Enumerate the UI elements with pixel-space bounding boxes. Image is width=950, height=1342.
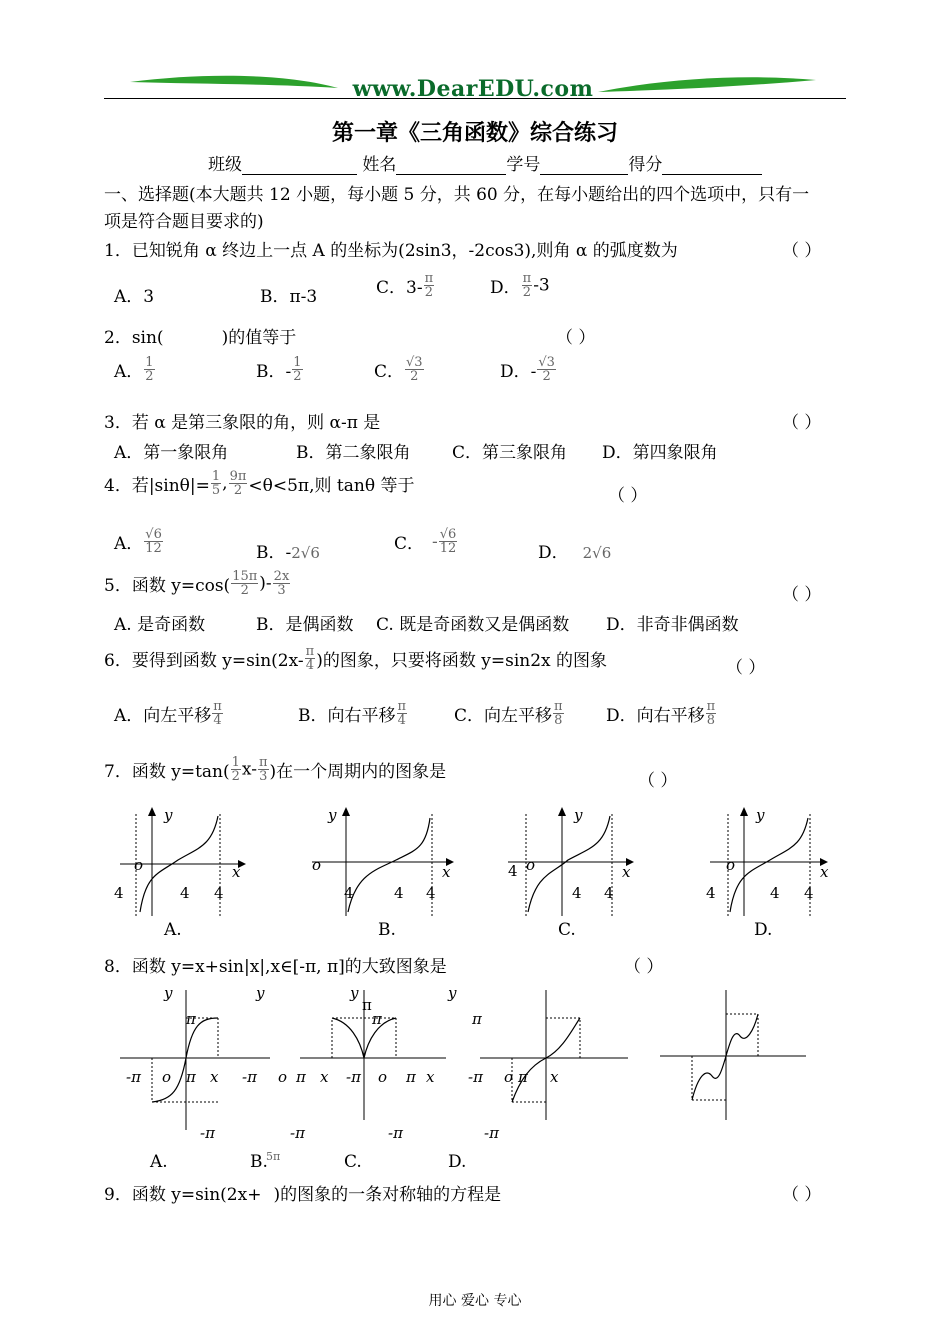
q1-answer-paren[interactable]: （ ） <box>782 241 822 261</box>
q7b-axis-y: y <box>328 806 337 824</box>
q7-answer-paren[interactable]: （ ） <box>638 771 678 791</box>
q3-answer-paren[interactable]: （ ） <box>782 413 822 433</box>
q8-stem: 8．函数 y=x+sin|x|,x∈[-π, π]的大致图象是 <box>104 957 447 977</box>
id-field[interactable] <box>540 158 628 175</box>
q7a-tick3: 4 <box>214 884 224 902</box>
q7a-axis-x: x <box>232 863 241 881</box>
q2-answer-paren[interactable]: （ ） <box>556 328 596 348</box>
q8-label-b: B. <box>250 1152 268 1172</box>
q7-graph-a <box>108 804 248 919</box>
q7-label-b: B. <box>378 920 396 940</box>
q7b-axis-x: x <box>442 863 451 881</box>
q7a-tick1: 4 <box>114 884 124 902</box>
q8-graph-c <box>447 984 628 1142</box>
q9-answer-paren[interactable]: （ ） <box>782 1185 822 1205</box>
svg-text:π: π <box>372 1010 382 1028</box>
q2-option-d: D．- $\frac{√3}{2}$ <box>500 355 555 384</box>
q7-graph-d <box>700 804 840 919</box>
svg-text:o: o <box>378 1068 388 1086</box>
q5-option-a: A. 是奇函数 <box>114 615 206 635</box>
q6-option-b: B．向右平移 $\frac{\pi}{4}$ <box>298 699 407 728</box>
svg-text:-π: -π <box>484 1124 499 1142</box>
svg-text:y: y <box>164 984 173 1002</box>
svg-text:-π: -π <box>126 1068 141 1086</box>
q8-label-a: A. <box>150 1152 168 1172</box>
header-rule <box>104 98 846 99</box>
svg-text:x: x <box>426 1068 435 1086</box>
q6-answer-paren[interactable]: （ ） <box>726 658 766 678</box>
q4-option-b: B．-2√6 <box>256 543 320 563</box>
q7b-tick1: 4 <box>344 884 354 902</box>
q7c-tick1: 4 <box>508 862 518 880</box>
q7-label-c: C. <box>558 920 576 940</box>
q7b-tick2: 4 <box>394 884 404 902</box>
q7c-tick3: 4 <box>604 884 614 902</box>
q7d-tick2: 4 <box>770 884 780 902</box>
svg-text:x: x <box>210 1068 219 1086</box>
svg-text:π: π <box>186 1010 196 1028</box>
q5-option-d: D．非奇非偶函数 <box>606 615 739 635</box>
id-label: 学号 <box>506 155 541 175</box>
q5-answer-paren[interactable]: （ ） <box>782 585 822 605</box>
svg-text:π: π <box>296 1068 306 1086</box>
q7-label-a: A. <box>164 920 182 940</box>
q3-option-d: D．第四象限角 <box>602 443 718 463</box>
q7d-origin: o <box>726 856 736 874</box>
q8-graph-a <box>120 984 270 1142</box>
q7-graph-c <box>504 804 644 919</box>
q7c-axis-x: x <box>622 863 631 881</box>
q3-option-b: B．第二象限角 <box>296 443 411 463</box>
svg-text:-π: -π <box>346 1068 361 1086</box>
q1-option-d: D． $\frac{\pi}{2}$ -3 <box>490 271 550 300</box>
svg-text:o: o <box>278 1068 288 1086</box>
name-field[interactable] <box>396 158 506 175</box>
score-label: 得分 <box>628 155 663 175</box>
q1-option-c: C．3- $\frac{\pi}{2}$ <box>376 271 434 300</box>
score-field[interactable] <box>662 158 762 175</box>
q6-option-c: C．向左平移 $\frac{\pi}{8}$ <box>454 699 563 728</box>
q7b-tick3: 4 <box>426 884 436 902</box>
q4-option-c: C． - $\frac{√6}{12}$ <box>394 527 457 556</box>
svg-text:-π: -π <box>242 1068 257 1086</box>
q2-option-a: A． $\frac{1}{2}$ <box>114 355 154 384</box>
q5-stem: 5．函数 y=cos( $\frac{15\pi}{2}$ )- $\frac{2x}{3}$ <box>104 569 290 598</box>
svg-text:π: π <box>362 996 372 1014</box>
q3-option-a: A．第一象限角 <box>114 443 229 463</box>
q7d-axis-y: y <box>756 806 765 824</box>
q7-graph-b <box>306 804 456 919</box>
q3-option-c: C．第三象限角 <box>452 443 568 463</box>
q8-label-d: D. <box>448 1152 467 1172</box>
q8-answer-paren[interactable]: （ ） <box>624 957 664 977</box>
svg-text:y: y <box>448 984 457 1002</box>
q6-stem: 6．要得到函数 y=sin(2x- $\frac{\pi}{4}$ )的图象，只要将函数 y=sin2x 的图象 <box>104 644 608 673</box>
svg-text:-π: -π <box>290 1124 305 1142</box>
svg-text:-π: -π <box>200 1124 215 1142</box>
q8-b-frac: 5π <box>266 1150 281 1163</box>
q2-option-c: C． $\frac{√3}{2}$ <box>374 355 423 384</box>
q9-stem: 9．函数 y=sin(2x+ )的图象的一条对称轴的方程是 <box>104 1185 502 1205</box>
svg-text:π: π <box>406 1068 416 1086</box>
q7a-origin: o <box>134 856 144 874</box>
q4-stem: 4．若|sinθ|= $\frac{1}{5}$ , $\frac{9\pi}{2}$ <θ<5π,则 tanθ 等于 <box>104 469 415 498</box>
q8-graph-d <box>660 990 806 1120</box>
site-logo <box>128 72 818 106</box>
section-heading-1: 一、选择题(本大题共 12 小题，每小题 5 分，共 60 分，在每小题给出的四个选项中，只有一 <box>104 185 810 205</box>
svg-text:-π: -π <box>388 1124 403 1142</box>
q7a-tick2: 4 <box>180 884 190 902</box>
svg-text:x: x <box>320 1068 329 1086</box>
svg-text:y: y <box>350 984 359 1002</box>
q7c-tick2: 4 <box>572 884 582 902</box>
q3-stem: 3．若 α 是第三象限的角，则 α-π 是 <box>104 413 381 433</box>
q7d-tick3: 4 <box>804 884 814 902</box>
section-heading-2: 项是符合题目要求的) <box>104 212 264 232</box>
svg-text:π: π <box>186 1068 196 1086</box>
student-info-line <box>208 150 762 175</box>
name-label: 姓名 <box>362 155 397 175</box>
svg-text:-π: -π <box>468 1068 483 1086</box>
q4-option-a: A． $\frac{√6}{12}$ <box>114 527 162 556</box>
svg-text:x: x <box>550 1068 559 1086</box>
q5-option-c: C. 既是奇函数又是偶函数 <box>376 615 570 635</box>
class-field[interactable] <box>242 158 357 175</box>
q7a-axis-y: y <box>164 806 173 824</box>
q7d-axis-x: x <box>820 863 829 881</box>
svg-text:o: o <box>504 1068 514 1086</box>
q7-stem: 7．函数 y=tan( $\frac{1}{2}$ x- $\frac{\pi}{3}$ )在一个周期内的图象是 <box>104 755 447 784</box>
q5-option-b: B．是偶函数 <box>256 615 354 635</box>
q1-option-a: A．3 <box>114 287 155 307</box>
q4-option-d: D． 2√6 <box>538 543 612 563</box>
q8-graphs <box>110 980 830 1170</box>
svg-text:π: π <box>518 1068 528 1086</box>
logo-text: www.DearEDU.com <box>352 76 594 102</box>
q7d-tick1: 4 <box>706 884 716 902</box>
class-label: 班级 <box>208 155 242 175</box>
q7c-origin: o <box>526 856 536 874</box>
q1-stem: 1．已知锐角 α 终边上一点 A 的坐标为(2sin3，-2cos3),则角 α 的弧度数为 <box>104 241 678 261</box>
q8-label-c: C. <box>344 1152 362 1172</box>
page-title: 第一章《三角函数》综合练习 <box>331 121 618 146</box>
q6-option-a: A．向左平移 $\frac{\pi}{4}$ <box>114 699 222 728</box>
svg-text:o: o <box>162 1068 172 1086</box>
q7c-axis-y: y <box>574 806 583 824</box>
q7b-origin: o <box>312 856 322 874</box>
q1-option-b: B．π-3 <box>260 287 318 307</box>
q4-answer-paren[interactable]: （ ） <box>608 486 648 506</box>
q8-graph-b <box>242 984 446 1142</box>
q2-option-b: B．- $\frac{1}{2}$ <box>256 355 302 384</box>
svg-text:π: π <box>472 1010 482 1028</box>
svg-text:y: y <box>256 984 265 1002</box>
q6-option-d: D．向右平移 $\frac{\pi}{8}$ <box>606 699 716 728</box>
page-footer: 用心 爱心 专心 <box>428 1293 522 1309</box>
q2-stem: 2．sin( )的值等于 <box>104 328 297 348</box>
q7-label-d: D. <box>754 920 773 940</box>
